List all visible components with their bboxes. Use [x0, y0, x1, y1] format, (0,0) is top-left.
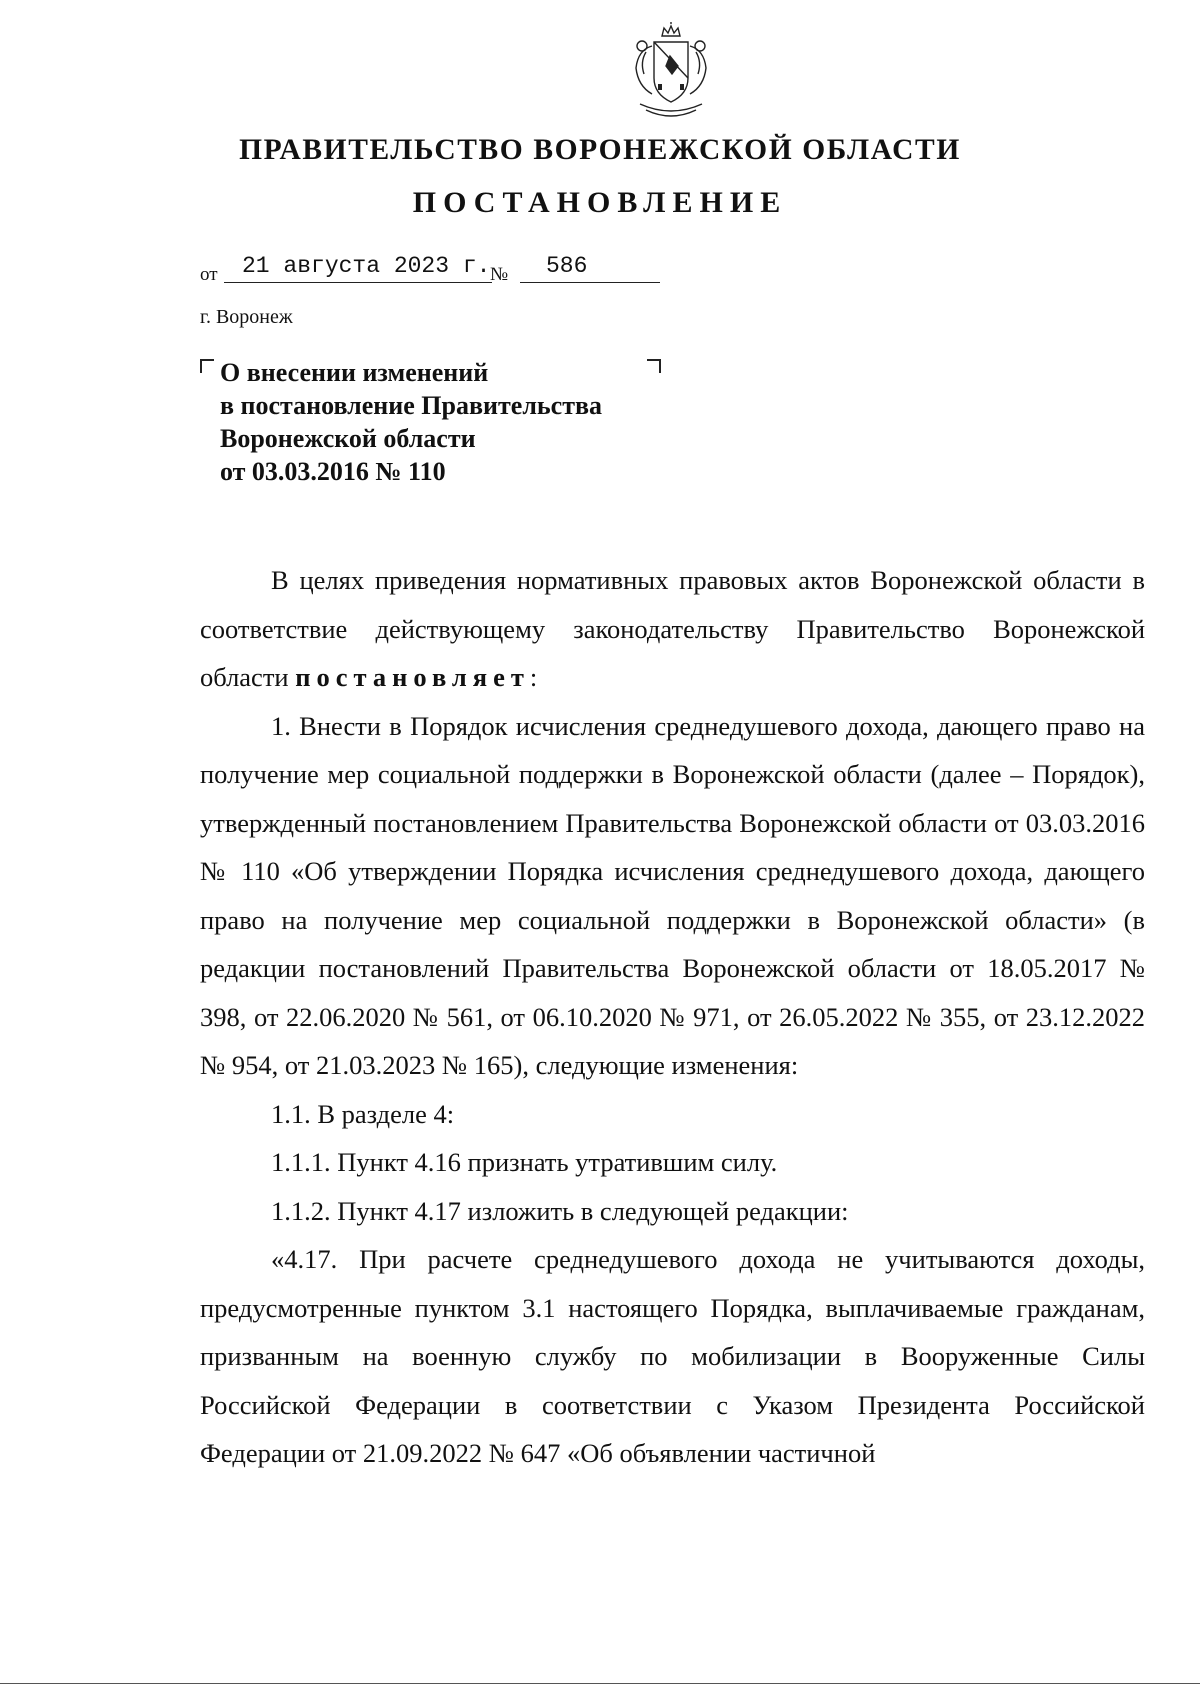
document-body — [200, 556, 1145, 1478]
number-underline — [520, 282, 660, 283]
document-date: 21 августа 2023 г. — [242, 253, 491, 279]
document-subject — [220, 356, 660, 488]
subject-line: О внесении изменений — [220, 358, 489, 387]
page-bottom-edge — [0, 1683, 1200, 1684]
government-name: ПРАВИТЕЛЬСТВО ВОРОНЕЖСКОЙ ОБЛАСТИ — [239, 134, 961, 166]
document-number: 586 — [546, 253, 588, 279]
number-label: № — [490, 264, 509, 285]
subject-line: в постановление Правительства — [220, 391, 603, 420]
subject-corner-left — [200, 359, 214, 373]
paragraph-4-17: «4.17. При расчете среднедушевого дохода не учитываются доходы, предусмотренные пунктом 3.1 настоящего Порядка, выплачиваемые гражданам, призванным на военную службу по мобилизации в Вооруженные Силы Российской Федерации в соответствии с Указом Президента Российской Федерации от 21.09.2022 № 647 «Об объявлении частичной — [200, 1244, 1145, 1468]
paragraph-1-1: 1.1. В разделе 4: — [271, 1098, 455, 1129]
subject-line: Воронежской области — [220, 424, 476, 453]
intro-text: В целях приведения нормативных правовых актов Воронежской области в соответствие действующему законодательству Правительство Воронежской области — [200, 565, 1145, 692]
resolves-word: постановляет — [295, 662, 530, 692]
from-label: от — [200, 264, 218, 285]
intro-end: : — [529, 662, 538, 692]
subject-line: от 03.03.2016 № 110 — [220, 457, 446, 486]
paragraph-1-1-1: 1.1.1. Пункт 4.16 признать утратившим силу. — [271, 1147, 778, 1177]
city: г. Воронеж — [200, 306, 293, 328]
coat-of-arms-icon — [618, 22, 724, 122]
intro-paragraph — [200, 556, 1145, 702]
paragraph-1: 1. Внести в Порядок исчисления среднедушевого дохода, дающего право на получение мер социальной поддержки в Воронежской области (далее – Порядок), утвержденный постановлением Правительства Воронежской области от 03.03.2016 № 110 «Об утверждении Порядка исчисления среднедушевого дохода, дающего право на получение мер социальной поддержки в Воронежской области» (в редакции постановлений Правительства Воронежской области от 18.05.2017 № 398, от 22.06.2020 № 561, от 06.10.2020 № 971, от 26.05.2022 № 355, от 23.12.2022 № 954, от 21.03.2023 № 165), следующие изменения: — [200, 710, 1145, 1080]
date-underline — [224, 282, 492, 283]
paragraph-1-1-2: 1.1.2. Пункт 4.17 изложить в следующей редакции: — [271, 1195, 849, 1226]
document-type: ПОСТАНОВЛЕНИЕ — [412, 186, 788, 219]
date-number-line — [200, 246, 670, 286]
